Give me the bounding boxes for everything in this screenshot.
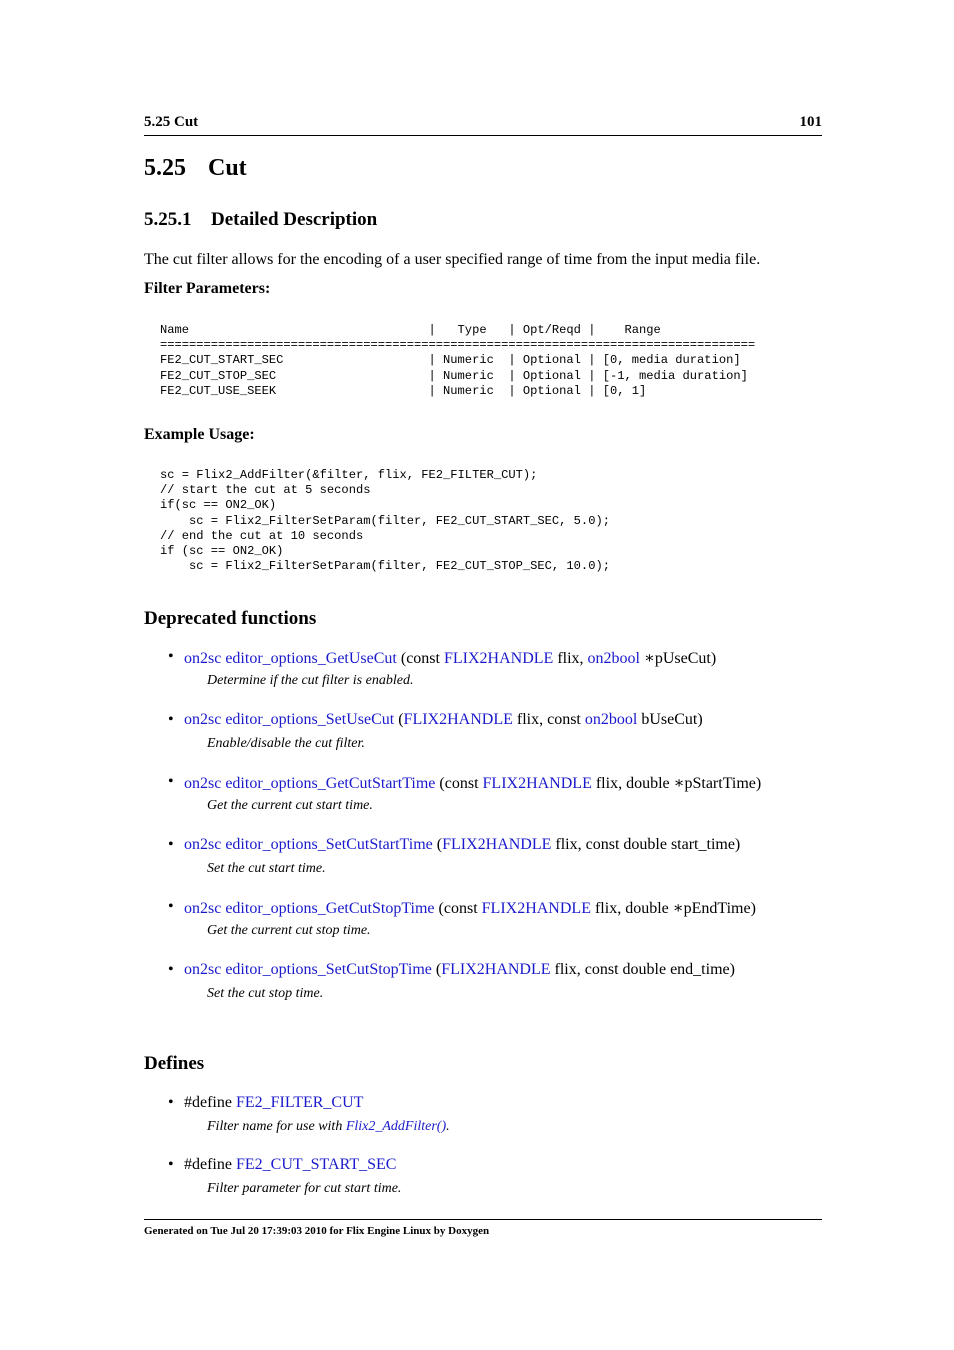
running-header bbox=[144, 114, 822, 136]
function-name-link[interactable]: editor_options_GetCutStartTime bbox=[225, 775, 436, 792]
define-name-link[interactable]: FE2_CUT_START_SEC bbox=[235, 1156, 397, 1173]
define-description bbox=[207, 1119, 450, 1135]
section-title bbox=[144, 155, 247, 182]
description-text: Filter name for use with bbox=[207, 1119, 346, 1134]
function-signature bbox=[184, 836, 740, 854]
code-line: sc = Flix2_FilterSetParam(filter, FE2_CUT_STOP_SEC, 10.0); bbox=[160, 559, 610, 574]
subsection-title bbox=[144, 209, 377, 231]
function-signature bbox=[184, 711, 703, 729]
function-name-link[interactable]: editor_options_SetCutStartTime bbox=[225, 836, 433, 853]
code-line: if(sc == ON2_OK) bbox=[160, 498, 277, 513]
define-name-link[interactable]: FE2_FILTER_CUT bbox=[235, 1094, 364, 1111]
signature-text: ( bbox=[431, 961, 442, 978]
code-line: // end the cut at 10 seconds bbox=[160, 528, 364, 543]
function-signature bbox=[184, 648, 716, 668]
type-link[interactable]: FLIX2HANDLE bbox=[403, 711, 513, 728]
function-reference-link[interactable]: Flix2_AddFilter() bbox=[345, 1119, 447, 1134]
bullet: • bbox=[168, 648, 174, 665]
return-type-link[interactable]: on2sc bbox=[184, 900, 222, 917]
subsection-title-text: Detailed Description bbox=[211, 209, 378, 230]
bullet: • bbox=[168, 1156, 174, 1173]
type-link[interactable]: FLIX2HANDLE bbox=[481, 900, 591, 917]
function-signature bbox=[184, 898, 756, 918]
function-name-link[interactable]: editor_options_GetCutStopTime bbox=[225, 900, 435, 917]
type-link[interactable]: FLIX2HANDLE bbox=[441, 961, 551, 978]
subsection-number: 5.25.1 bbox=[144, 209, 192, 230]
example-usage-label: Example Usage: bbox=[144, 426, 255, 443]
filter-parameters-label: Filter Parameters: bbox=[144, 280, 271, 297]
signature-text: flix, const double start_time) bbox=[551, 836, 741, 853]
code-line: if (sc == ON2_OK) bbox=[160, 544, 284, 559]
bullet: • bbox=[168, 1094, 174, 1111]
function-signature bbox=[184, 773, 761, 793]
type-link[interactable]: on2bool bbox=[584, 711, 638, 728]
bullet: • bbox=[168, 836, 174, 853]
signature-text: ( bbox=[432, 836, 443, 853]
bullet: • bbox=[168, 961, 174, 978]
bullet: • bbox=[168, 898, 174, 915]
signature-text: ( bbox=[394, 711, 404, 728]
signature-text: flix, const bbox=[512, 711, 585, 728]
function-description: Get the current cut start time. bbox=[207, 798, 373, 813]
signature-text: flix, double ∗pStartTime) bbox=[591, 775, 762, 792]
define-description bbox=[207, 1181, 401, 1197]
return-type-link[interactable]: on2sc bbox=[184, 775, 222, 792]
return-type-link[interactable]: on2sc bbox=[184, 711, 222, 728]
example-code bbox=[160, 468, 610, 574]
section-title-text: Cut bbox=[208, 155, 247, 181]
return-type-link[interactable]: on2sc bbox=[184, 961, 222, 978]
table-line: ================================================================================== bbox=[160, 338, 756, 353]
signature-text: (const bbox=[434, 900, 482, 917]
intro-paragraph: The cut filter allows for the encoding of a user specified range of time from the input media file. bbox=[144, 251, 761, 268]
return-type-link[interactable]: on2sc bbox=[184, 650, 222, 667]
filter-parameters-table bbox=[160, 323, 755, 399]
page-number: 101 bbox=[799, 114, 822, 130]
running-header-section: 5.25 Cut bbox=[144, 114, 199, 130]
bullet: • bbox=[168, 711, 174, 728]
deprecated-functions-heading: Deprecated functions bbox=[144, 608, 317, 629]
section-number: 5.25 bbox=[144, 155, 186, 181]
footer-text: Generated on Tue Jul 20 17:39:03 2010 for Flix Engine Linux by Doxygen bbox=[144, 1225, 490, 1237]
function-name-link[interactable]: editor_options_SetUseCut bbox=[225, 711, 395, 728]
define-keyword: #define bbox=[184, 1156, 236, 1173]
define-keyword: #define bbox=[184, 1094, 236, 1111]
table-line: FE2_CUT_START_SEC | Numeric | Optional | [0, media duration] bbox=[160, 353, 741, 368]
table-line: FE2_CUT_USE_SEEK | Numeric | Optional | [0, 1] bbox=[160, 383, 647, 398]
function-description: Set the cut stop time. bbox=[207, 986, 324, 1001]
signature-text: (const bbox=[435, 775, 483, 792]
signature-text: flix, const double end_time) bbox=[550, 961, 735, 978]
signature-text: (const bbox=[396, 650, 444, 667]
function-name-link[interactable]: editor_options_GetUseCut bbox=[225, 650, 397, 667]
type-link[interactable]: FLIX2HANDLE bbox=[482, 775, 592, 792]
function-signature bbox=[184, 961, 735, 979]
signature-text: flix, double ∗pEndTime) bbox=[590, 900, 756, 917]
table-line: Name | Type | Opt/Reqd | Range bbox=[160, 323, 661, 337]
return-type-link[interactable]: on2sc bbox=[184, 836, 222, 853]
function-description: Enable/disable the cut filter. bbox=[207, 736, 365, 751]
page-footer bbox=[144, 1219, 822, 1237]
function-description: Set the cut start time. bbox=[207, 861, 326, 876]
description-text: . bbox=[446, 1119, 450, 1134]
define-signature bbox=[184, 1156, 396, 1174]
signature-text: flix, bbox=[553, 650, 588, 667]
table-line: FE2_CUT_STOP_SEC | Numeric | Optional | [-1, media duration] bbox=[160, 368, 748, 383]
code-line: sc = Flix2_FilterSetParam(filter, FE2_CUT_START_SEC, 5.0); bbox=[160, 513, 610, 528]
defines-heading: Defines bbox=[144, 1053, 205, 1074]
bullet: • bbox=[168, 773, 174, 790]
signature-text: bUseCut) bbox=[637, 711, 703, 728]
description-text: Filter parameter for cut start time. bbox=[207, 1181, 402, 1196]
function-description: Determine if the cut filter is enabled. bbox=[207, 673, 414, 688]
type-link[interactable]: FLIX2HANDLE bbox=[442, 836, 552, 853]
code-line: sc = Flix2_AddFilter(&filter, flix, FE2_FILTER_CUT); bbox=[160, 468, 538, 482]
function-description: Get the current cut stop time. bbox=[207, 923, 371, 938]
code-line: // start the cut at 5 seconds bbox=[160, 483, 371, 498]
signature-text: ∗pUseCut) bbox=[639, 650, 717, 667]
type-link[interactable]: on2bool bbox=[587, 650, 640, 667]
type-link[interactable]: FLIX2HANDLE bbox=[443, 650, 554, 667]
define-signature bbox=[184, 1094, 363, 1112]
function-name-link[interactable]: editor_options_SetCutStopTime bbox=[225, 961, 432, 978]
